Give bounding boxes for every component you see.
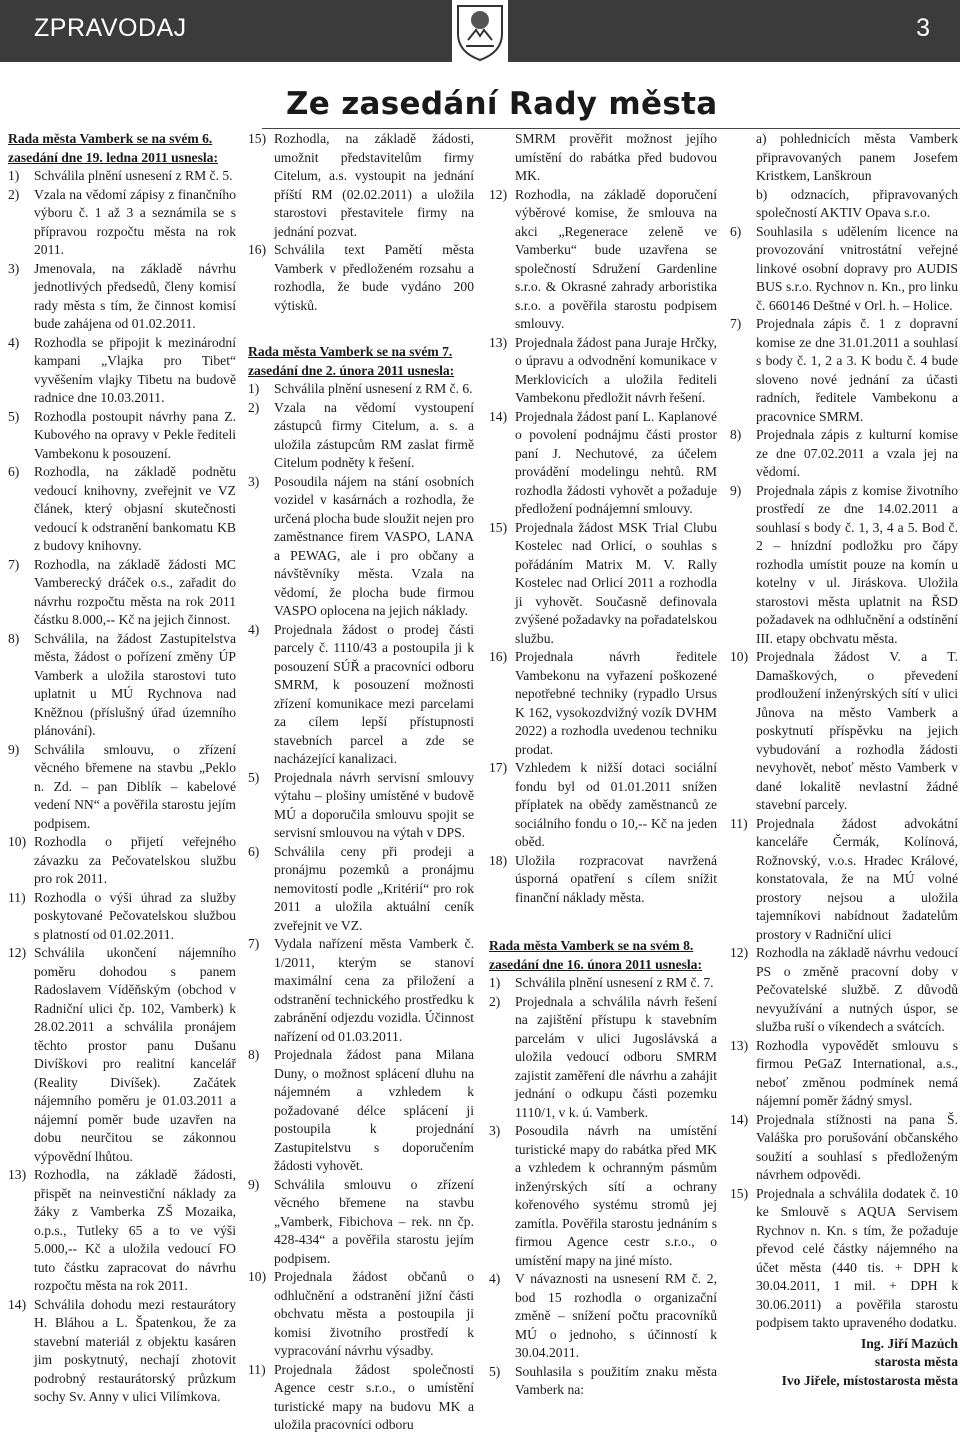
item-text: Projednala zápis z komise životního prostředí ze dne 14.02.2011 a souhlasí s body č. 1, 3, 4 a 5. Bod č. 2 – hnízdní podložku pro čápy rozhodla umístit pouze na komín u kotelny v ul. Jiráskova. Uložila starostovi města uplatnit na ŘSD požadavek na odhlučnění a odstínění III. etapy obchvatu města. xyxy=(756,482,958,646)
resolution-item xyxy=(248,241,474,315)
item-number: 5) xyxy=(489,1363,501,1379)
item-text: Rozhodla postoupit návrhy pana Z. Kubového na opravy v Pekle řediteli Vambekonu k posouzení. xyxy=(34,408,236,461)
item-number: 15) xyxy=(248,131,267,146)
resolution-item xyxy=(489,993,717,1123)
item-number: 8) xyxy=(730,427,742,442)
item-text: Vzhledem k nižší dotaci sociální fondu byl od 01.01.2011 snížen příplatek na obědy zaměstnanců ze sociálního fondu o 10,-- Kč na jeden oběd. xyxy=(515,760,717,849)
spacer xyxy=(248,315,474,343)
resolution-item xyxy=(730,1111,958,1185)
item-text: Souhlasila s použitím znaku města Vamberk na: xyxy=(515,1363,717,1397)
item-text: Projednala žádost pana Milana Duny, o možnost splácení dluhu na nájemném a vzhledem k požadované délce splácení ji postoupila k projednání Zastupitelstvu s doporučením žádosti vyhovět. xyxy=(274,1047,474,1173)
item-number: 6) xyxy=(248,843,260,859)
item-number: 2) xyxy=(248,399,260,415)
item-text: Projednala žádost paní L. Kaplanové o povolení podnájmu části prostor paní J. Nechutové, za účelem provádění modelingu nehtů. RM rozhodla žádosti vyhovět a požaduje předložení podnájemní smlouvy. xyxy=(515,408,717,516)
column-4 xyxy=(730,130,958,1390)
item-text: Rozhodla, na základě žádosti, přispět na neinvestiční náklady za žáky z Vamberka ZŠ Mozaika, o.p.s., Tutleky 65 a to ve výši 5.000,-- Kč a uložila vedoucí FO tuto částku zapracovat do návrhu rozpočtu města na rok 2011. xyxy=(34,1167,236,1293)
item-number: 16) xyxy=(248,242,267,257)
item-number: 16) xyxy=(489,649,508,664)
resolution-item xyxy=(8,556,236,630)
item-text: Vzala na vědomí vystoupení zástupců firmy Citelum, a. s. a uložila zástupcům RM zaslat firmě Citelum podněty k řešení. xyxy=(274,399,474,470)
section-label: ZPRAVODAJ xyxy=(34,14,187,42)
item-text: Projednala žádost společnosti Agence cestr s.r.o., o umístění turistické mapy na budovu MK a uložila pracovníci odboru xyxy=(274,1361,474,1432)
item-number: 13) xyxy=(730,1037,749,1053)
item-text: Projednala zápis z kulturní komise ze dne 07.02.2011 a vzala jej na vědomí. xyxy=(756,427,958,479)
item-number: 7) xyxy=(248,936,260,951)
column-3 xyxy=(489,130,717,1400)
item-text: Rozhodla se připojit k mezinárodní kampani „Vlajka pro Tibet“ vyvěšením vlajky Tibetu na budově radnice dne 10.03.2011. xyxy=(34,334,236,405)
resolution-item xyxy=(730,315,958,426)
meeting-heading-date: zasedání dne 2. února 2011 usnesla: xyxy=(248,362,455,378)
resolution-item xyxy=(8,186,236,260)
item-number: 4) xyxy=(489,1271,501,1286)
item-number: 14) xyxy=(489,408,508,424)
item-text: Projednala stížnosti na pana Š. Valáška pro porušování občanského soužití a souhlasí s předloženým návrhem odpovědi. xyxy=(756,1111,958,1182)
item-text: V návaznosti na usnesení RM č. 2, bod 15 rozhodla o organizační změně – snížení počtu pracovníků MÚ o jednoho, s účinností k 30.04.2011. xyxy=(515,1271,717,1360)
item-text: Posoudila nájem na stání osobních vozidel v kasárnách a rozhodla, že určená plocha bude sloužit nejen pro zaměstnance firem VASPO, LANA a PEWAG, ale i pro občany a návštěvníky města. Vzala na vědomí, že plocha bude firmou VASPO oplocena na jejich náklady. xyxy=(274,473,474,618)
resolution-list xyxy=(248,130,474,315)
resolution-list xyxy=(248,380,474,1435)
continued-text: a) pohlednicích města Vamberk připravovaných panem Josefem Kristkem, Lanškroun xyxy=(756,131,958,183)
item-text: Schválila ukončení nájemního poměru dohodou s panem Radoslavem Víděňským (obchod v Radniční ulici čp. 102, Vamberk) k 28.02.2011 a schválila pronájem těchto prostor panu Dušanu Divíškovi pro realitní kancelář (Reality Divíšek). Začátek nájemního poměru je 01.03.2011 a nájemní poměr bude uzavřen na dobu neurčitou se zákonnou výpovědní lhůtou. xyxy=(34,945,236,1164)
item-number: 6) xyxy=(730,223,742,239)
item-text: Schválila text Pamětí města Vamberk v předloženém rozsahu a rozhodla, že bude vydáno 200 výtisků. xyxy=(274,242,474,313)
item-number: 10) xyxy=(8,834,27,849)
resolution-item xyxy=(248,1268,474,1361)
resolution-item xyxy=(8,334,236,408)
resolution-item xyxy=(8,408,236,464)
resolution-item xyxy=(8,833,236,889)
item-number: 5) xyxy=(8,408,20,424)
resolution-item xyxy=(489,1122,717,1270)
resolution-item xyxy=(8,463,236,556)
item-number: 7) xyxy=(730,316,742,331)
meeting-heading: Rada města Vamberk se na svém 8. xyxy=(489,938,694,953)
resolution-item xyxy=(730,944,958,1037)
item-text: Rozhodla na základě návrhu vedoucí PS o změně pracovní doby v Pečovatelské službě. Z důvodů nevyužívání a nutných úspor, se služba ruší o víkendech a svátcích. xyxy=(756,945,958,1034)
resolution-item xyxy=(489,1270,717,1363)
resolution-item xyxy=(730,815,958,945)
resolution-item xyxy=(248,843,474,936)
item-text: Projednala návrh servisní smlouvy výtahu – plošiny umístěné v budově MÚ a doporučila smlouvu spojit se servisní smlouvou na výtah v DPS. xyxy=(274,769,474,840)
resolution-item xyxy=(730,482,958,649)
resolution-item xyxy=(730,223,958,316)
resolution-item xyxy=(248,769,474,843)
item-text: Souhlasila s udělením licence na provozování vnitrostátní veřejné linkové osobní dopravy pro AUDIS BUS s.r.o. Rychnov n. Kn., pro linku č. 660146 Deštné v Orl. h. – Holice. xyxy=(756,223,958,313)
item-text: Jmenovala, na základě návrhu jednotlivých předsedů, členy komisí rady města s tím, že činnost komisí bude zahájena od 01.02.2011. xyxy=(34,260,236,331)
town-crest-icon xyxy=(452,0,508,62)
item-number: 15) xyxy=(489,519,508,535)
item-text: Schválila smlouvu o zřízení věcného břemene na stavbu „Vamberk, Fibichova – rek. nn čp. 428-434“ a pověřila starostu jejím podpisem. xyxy=(274,1176,474,1266)
item-number: 9) xyxy=(730,482,742,498)
item-number: 4) xyxy=(248,621,260,637)
resolution-list xyxy=(489,974,717,1400)
item-number: 15) xyxy=(730,1185,749,1201)
item-text: Projednala žádost V. a T. Damaškových, o převedení prodloužení inženýrských sítí v ulici Jůnova na město Vamberk a poskytnutí příspěvku na jejich vybudování a rozhodla žádosti nevyhovět, neboť město Vamberk v dané lokalitě nevlastní žádné stavební parcely. xyxy=(756,649,958,812)
column-2 xyxy=(248,130,474,1435)
resolution-item xyxy=(248,935,474,1046)
column-1 xyxy=(8,130,236,1407)
resolution-item xyxy=(730,648,958,815)
meeting-heading: Rada města Vamberk se na svém 6. xyxy=(8,131,213,146)
item-text: Vydala nařízení města Vamberk č. 1/2011, kterým se stanoví maximální cena za přiložení a odstranění technického prostředku k zabránění odjezdu vozidla. Účinnost nařízení od 01.03.2011. xyxy=(274,936,474,1044)
resolution-item xyxy=(489,334,717,408)
meeting-heading: Rada města Vamberk se na svém 7. xyxy=(248,344,453,359)
item-number: 2) xyxy=(8,186,20,202)
item-number: 8) xyxy=(248,1047,260,1062)
item-text: Projednala žádost o prodej části parcely č. 1110/43 a postoupila ji k posouzení SÚŘ a pracovníci odboru SMRM, k posouzení možnosti zřízení komunikace mezi parcelami za cílem lepší přístupnosti stavebních parcel a zde se nacházející kanalizaci. xyxy=(274,621,474,766)
resolution-item xyxy=(489,1363,717,1400)
item-number: 2) xyxy=(489,993,501,1009)
item-text: Rozhodla, na základě podnětu vedoucí knihovny, zveřejnit ve VZ článek, který objasní skutečnosti vedoucí k odstranění bankomatu KB z budovy knihovny. xyxy=(34,464,236,553)
item-number: 13) xyxy=(8,1167,27,1182)
item-number: 14) xyxy=(730,1111,749,1127)
item-text: Projednala návrh ředitele Vambekonu na vyřazení poškozené nepotřebné techniky (rypadlo Ursus K 162, vysokozdvižný vozík DVHM 2022) a rozhodla uvedenou techniku prodat. xyxy=(515,649,717,757)
item-text: Projednala žádost MSK Trial Clubu Kostelec nad Orlicí, o souhlas s pořádáním Matrix M. V. Rally Kostelec nad Orlicí 2011 a rozhodla ji vyhovět. Současně definovala zvýšené požadavky na pořadatelskou službu. xyxy=(515,519,717,646)
item-number: 3) xyxy=(8,260,20,276)
item-text: Rozhodla o přijetí veřejného závazku za Pečovatelskou službu pro rok 2011. xyxy=(34,834,236,886)
item-number: 17) xyxy=(489,760,508,775)
item-text: Schválila plnění usnesení z RM č. 6. xyxy=(274,381,473,396)
continued-text: b) odznacích, připravovaných společností AKTIV Opava s.r.o. xyxy=(756,186,958,220)
item-text: Projednala žádost advokátní kanceláře Čermák, Kolínová, Rožnovský, v.o.s. Hradec Králové, konstatovala, že na MÚ volné prostory nejsou a uložila tajemníkovi nabídnout žadatelům prostory v Radniční ulici xyxy=(756,815,958,942)
item-text: Rozhodla vypovědět smlouvu s firmou PeGaZ International, a.s., neboť změnou podmínek nemá nájemní poměr žádný smysl. xyxy=(756,1037,958,1108)
resolution-item xyxy=(8,1166,236,1296)
item-text: Projednala žádost pana Juraje Hrčky, o úpravu a odvodnění komunikace v Merklovicích a uložila řediteli Vambekonu předložit návrh řešení. xyxy=(515,334,717,405)
item-number: 12) xyxy=(730,945,749,960)
item-number: 4) xyxy=(8,334,20,350)
item-text: Schválila plnění usnesení z RM č. 5. xyxy=(34,168,233,183)
item-number: 11) xyxy=(8,889,26,905)
item-text: Schválila smlouvu, o zřízení věcného břemene na stavbu „Peklo n. Zd. – pan Diblík – kabelové vedení NN“ a pověřila starostu jejím podpisem. xyxy=(34,741,236,831)
resolution-item xyxy=(248,380,474,399)
page-title: Ze zasedání Rady města xyxy=(286,86,718,122)
item-number: 10) xyxy=(730,649,749,664)
resolution-item xyxy=(489,852,717,908)
item-number: 11) xyxy=(730,815,748,831)
resolution-item xyxy=(489,974,717,993)
resolution-item xyxy=(489,408,717,519)
resolution-item xyxy=(248,1361,474,1435)
meeting-heading-date: zasedání dne 19. ledna 2011 usnesla: xyxy=(8,149,218,165)
item-number: 14) xyxy=(8,1296,27,1312)
resolution-list xyxy=(489,186,717,908)
item-number: 18) xyxy=(489,852,508,868)
resolution-item xyxy=(8,630,236,741)
item-number: 13) xyxy=(489,334,508,350)
continued-text: SMRM prověřit možnost jejího umístění do rabátka před budovou MK. xyxy=(515,131,717,183)
resolution-item xyxy=(248,621,474,769)
resolution-item xyxy=(248,130,474,241)
item-number: 8) xyxy=(8,630,20,646)
resolution-item xyxy=(489,648,717,759)
item-number: 3) xyxy=(248,473,260,489)
resolution-item xyxy=(489,186,717,334)
item-number: 12) xyxy=(8,945,27,960)
item-text: Schválila plnění usnesení z RM č. 7. xyxy=(515,975,714,990)
signature-name: Ing. Jiří Mazúch xyxy=(860,1335,958,1351)
item-text: Projednala žádost občanů o odhlučnění a odstranění jižní části obchvatu města a postoupila ji komisi životního prostředí k vypracování návrhu výsadby. xyxy=(274,1269,474,1358)
item-number: 9) xyxy=(248,1176,260,1192)
item-number: 6) xyxy=(8,464,20,479)
item-text: Rozhodla, na základě doporučení výběrové komise, že smlouva na akci „Regenerace zeleně ve Vamberku“ bude uzavřena se společností Sdružení Gardenline s.r.o. & Okrasné zahrady arboristika s.r.o. a pověřila starostu podpisem smlouvy. xyxy=(515,186,717,331)
item-number: 9) xyxy=(8,741,20,757)
item-number: 1) xyxy=(489,975,501,990)
item-number: 1) xyxy=(8,168,20,183)
item-text: Rozhodla, na základě žádosti MC Vamberecký dráček o.s., zařadit do návrhu rozpočtu města na rok 2011 částku 8.000,-- Kč na jejich činnost. xyxy=(34,556,236,627)
item-text: Rozhodla o výši úhrad za služby poskytované Pečovatelskou službou s platností od 01.02.2011. xyxy=(34,889,236,942)
resolution-item xyxy=(8,741,236,834)
item-number: 3) xyxy=(489,1123,501,1138)
item-text: Projednala a schválila dodatek č. 10 ke Smlouvě s AQUA Servisem Rychnov n. Kn. s tím, že požaduje převod celé částky nájemného na účet města (440 tis. + DPH k 30.04.2011, 1 mil. + DPH k 30.06.2011) a pověřila starostu podpisem takto upraveného dodatku. xyxy=(756,1185,958,1330)
resolution-item xyxy=(489,519,717,649)
item-number: 1) xyxy=(248,381,260,396)
item-text: Vzala na vědomí zápisy z finančního výboru č. 1 až 3 a seznámila se s přípravou rozpočtu města na rok 2011. xyxy=(34,186,236,257)
item-number: 11) xyxy=(248,1361,266,1377)
item-text: Projednala zápis č. 1 z dopravní komise ze dne 31.01.2011 a souhlasí s body č. 1, 2 a 3. K bodu č. 4 bude sloveno nové jednání za účasti radních, ředitele Vambekonu a pracovnice SMRM. xyxy=(756,316,958,424)
resolution-item xyxy=(730,1185,958,1333)
resolution-item xyxy=(8,1296,236,1407)
item-number: 5) xyxy=(248,769,260,785)
item-text: Uložila rozpracovat navržená úsporná opatření s cílem snížit finanční náklady města. xyxy=(515,852,717,905)
meeting-heading-date: zasedání dne 16. února 2011 usnesla: xyxy=(489,956,703,972)
page-number: 3 xyxy=(916,14,930,42)
signature-deputy: Ivo Jiřele, místostarosta města xyxy=(781,1372,958,1388)
item-text: Posoudila návrh na umístění turistické mapy do rabátka před MK a vzhledem k ochranným pásmům inženýrských sítí a ochrany kořenového systému stromů jej zamítla. Pověřila starostu jednáním s firmou Agence cestr s.r.o., o umístění mapy na jiné místo. xyxy=(515,1123,717,1268)
resolution-item xyxy=(8,944,236,1166)
resolution-item xyxy=(248,399,474,473)
resolution-item xyxy=(248,473,474,621)
signature-role: starosta města xyxy=(874,1354,958,1369)
resolution-list xyxy=(8,167,236,1407)
resolution-item xyxy=(8,889,236,945)
resolution-item xyxy=(489,759,717,852)
item-number: 10) xyxy=(248,1269,267,1284)
item-text: Schválila, na žádost Zastupitelstva města, žádost o pořízení změny ÚP Vamberk a uložila starostovi tuto uplatnit u MÚ Rychnova nad Kněžnou (příslušný úřad územního plánování). xyxy=(34,630,236,738)
item-text: Projednala a schválila návrh řešení na zajištění přístupu k stavebním parcelám v ulici Jugoslávská a uložila vedoucí odboru SMRM zajistit zaměření dle návrhu a zahájit jednání o odkupu části pozemku 1110/1, v k. ú. Vamberk. xyxy=(515,993,717,1120)
resolution-item xyxy=(248,1046,474,1176)
spacer xyxy=(489,907,717,937)
resolution-list xyxy=(730,223,958,1333)
resolution-item xyxy=(8,167,236,186)
item-text: Schválila dohodu mezi restaurátory H. Bláhou a L. Špatenkou, že za stavební materiál z objektu kasáren jim poskytnutý, nechají zhotovit podrobný restaurátorský průzkum sochy Sv. Anny v ulici Vilímkova. xyxy=(34,1296,236,1404)
resolution-item xyxy=(248,1176,474,1269)
resolution-item xyxy=(730,1037,958,1111)
item-number: 7) xyxy=(8,556,20,572)
item-text: Rozhodla, na základě žádosti, umožnit představitelům firmy Citelum, a.s. vystoupit na jednání příští RM (02.02.2011) a uložila starostovi přestavitele firmy na jednání pozvat. xyxy=(274,131,474,239)
resolution-item xyxy=(730,426,958,482)
item-text: Schválila ceny při prodeji a pronájmu pozemků a pronájmu nemovitostí podle „Kritérií“ pro rok 2011 a uložila aktuální ceník zveřejnit ve VZ. xyxy=(274,843,474,933)
resolution-item xyxy=(8,260,236,334)
item-number: 12) xyxy=(489,186,508,202)
